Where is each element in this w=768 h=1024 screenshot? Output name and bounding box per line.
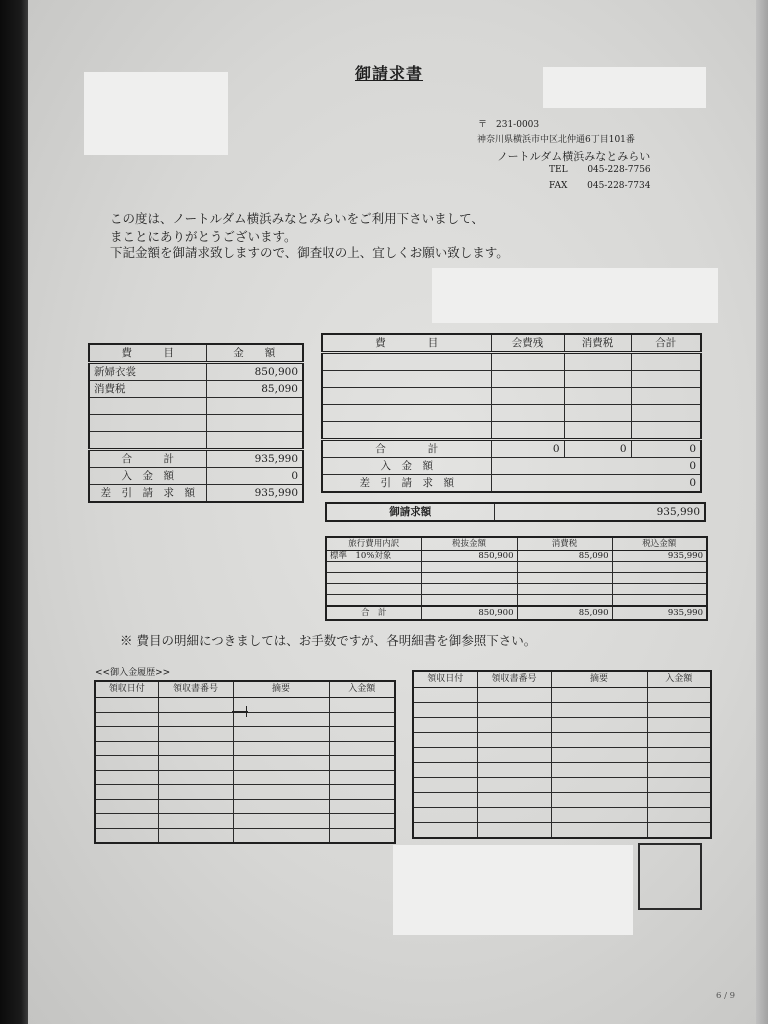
sender-postal-code: 〒 231-0003 (478, 120, 540, 130)
sender-tel (549, 165, 651, 176)
table-row (95, 799, 395, 814)
total-tax: 0 (564, 440, 631, 458)
tel-number: 045-228-7756 (587, 165, 651, 175)
seal-box (638, 843, 702, 910)
table-row (89, 398, 303, 415)
column-header-amount: 金 額 (206, 344, 303, 363)
table-row (89, 415, 303, 432)
invoice-amount-row (326, 503, 705, 521)
table-header-row (322, 334, 701, 353)
table-row (322, 405, 701, 422)
table-header-row (95, 681, 395, 698)
column-header-description: 摘要 (233, 681, 329, 698)
empty-cell (206, 432, 303, 450)
tel-label: TEL (549, 165, 568, 175)
column-header-receipt-date: 領収日付 (413, 671, 477, 688)
table-row (322, 353, 701, 371)
column-header-pre-tax: 税抜金額 (421, 537, 517, 551)
sender-address: 神奈川県横浜市中区北仲通6丁目101番 (477, 135, 635, 145)
paid-label: 入 金 額 (89, 468, 206, 485)
redaction-box (393, 845, 633, 935)
total-remaining: 0 (491, 440, 564, 458)
table-row (326, 573, 707, 584)
payment-history-table-left (94, 680, 396, 844)
column-header-item: 費 目 (89, 344, 206, 363)
table-row (95, 828, 395, 843)
invoice-amount-box (325, 502, 706, 522)
table-row (322, 388, 701, 405)
balance-amount: 935,990 (206, 485, 303, 503)
paid-amount: 0 (206, 468, 303, 485)
total-with-tax: 935,990 (612, 606, 707, 620)
table-row (413, 808, 711, 823)
total-pre-tax: 850,900 (421, 606, 517, 620)
redaction-box (84, 72, 228, 155)
total-label: 合 計 (322, 440, 491, 458)
stray-pen-mark (246, 706, 247, 717)
paid-amount: 0 (491, 458, 701, 475)
table-row (95, 785, 395, 800)
column-header-tax: 消費税 (564, 334, 631, 353)
photo-dark-edge-left (0, 0, 28, 1024)
table-row (413, 703, 711, 718)
table-row (326, 562, 707, 573)
total-row (322, 440, 701, 458)
column-header-tax: 消費税 (517, 537, 612, 551)
table-row (326, 595, 707, 607)
table-header-row (89, 344, 303, 363)
empty-cell (89, 398, 206, 415)
document-title: 御請求書 (355, 64, 424, 83)
column-header-remaining: 会費残 (491, 334, 564, 353)
balance-row (322, 475, 701, 493)
pre-tax-amount: 850,900 (421, 551, 517, 562)
redaction-box (543, 67, 706, 108)
sender-fax (549, 181, 650, 192)
table-row (95, 712, 395, 727)
balance-row (89, 485, 303, 503)
empty-cell (89, 432, 206, 450)
greeting-line: この度は、ノートルダム横浜みなとみらいをご利用下さいまして、 (110, 211, 484, 226)
total-label: 合 計 (326, 606, 421, 620)
table-row (95, 741, 395, 756)
table-row (89, 381, 303, 398)
table-row (413, 778, 711, 793)
column-header-total: 合計 (631, 334, 701, 353)
fax-number: 045-228-7734 (587, 181, 651, 191)
paid-row (89, 468, 303, 485)
balance-label: 差 引 請 求 額 (89, 485, 206, 503)
greeting-line: まことにありがとうございます。 (110, 229, 297, 244)
detail-note: ※ 費目の明細につきましては、お手数ですが、各明細書を御参照下さい。 (120, 633, 537, 648)
table-row (326, 551, 707, 562)
tax-category: 標準 10%対象 (326, 551, 421, 562)
table-row (95, 698, 395, 713)
table-row (95, 770, 395, 785)
invoice-amount-value: 935,990 (494, 503, 705, 521)
table-row (413, 733, 711, 748)
column-header-description: 摘要 (551, 671, 647, 688)
with-tax-amount: 935,990 (612, 551, 707, 562)
table-row (326, 584, 707, 595)
table-header-row (413, 671, 711, 688)
sender-name: ノートルダム横浜みなとみらい (497, 150, 651, 163)
empty-cell (206, 415, 303, 432)
greeting-line: 下記金額を御請求致しますので、御査収の上、宜しくお願い致します。 (110, 245, 509, 260)
table-row (413, 718, 711, 733)
empty-cell (89, 415, 206, 432)
balance-amount: 0 (491, 475, 701, 493)
payment-history-table-right (412, 670, 712, 839)
item-label: 新婦衣裳 (89, 363, 206, 381)
invoice-amount-label: 御請求額 (326, 503, 494, 521)
tax-breakdown-table (325, 536, 708, 621)
table-row (95, 814, 395, 829)
table-row (413, 748, 711, 763)
table-row (89, 363, 303, 381)
item-label: 消費税 (89, 381, 206, 398)
table-header-row (326, 537, 707, 551)
fax-label: FAX (549, 181, 568, 191)
table-row (413, 763, 711, 778)
payment-history-title: <<御入金履歴>> (95, 668, 171, 678)
table-row (95, 756, 395, 771)
table-row (413, 823, 711, 839)
page-number: 6 / 9 (716, 991, 736, 1001)
table-row (95, 727, 395, 742)
paid-label: 入 金 額 (322, 458, 491, 475)
paid-row (322, 458, 701, 475)
table-row (413, 793, 711, 808)
total-amount: 935,990 (206, 450, 303, 468)
summary-table-right (321, 333, 702, 493)
table-row (322, 422, 701, 440)
total-sum: 0 (631, 440, 701, 458)
column-header-with-tax: 税込金額 (612, 537, 707, 551)
summary-table-left (88, 343, 304, 503)
tax-amount: 85,090 (517, 551, 612, 562)
item-amount: 85,090 (206, 381, 303, 398)
column-header-payment-amount: 入金額 (647, 671, 711, 688)
photo-edge-right (756, 0, 768, 1024)
table-row (89, 432, 303, 450)
column-header-item: 費 目 (322, 334, 491, 353)
table-row (413, 688, 711, 703)
table-row (322, 371, 701, 388)
redaction-box (432, 268, 718, 323)
item-amount: 850,900 (206, 363, 303, 381)
column-header-payment-amount: 入金額 (329, 681, 395, 698)
empty-cell (206, 398, 303, 415)
total-label: 合 計 (89, 450, 206, 468)
total-row (326, 606, 707, 620)
column-header-receipt-date: 領収日付 (95, 681, 158, 698)
total-row (89, 450, 303, 468)
balance-label: 差 引 請 求 額 (322, 475, 491, 493)
total-tax: 85,090 (517, 606, 612, 620)
column-header-receipt-number: 領収書番号 (477, 671, 551, 688)
column-header-receipt-number: 領収書番号 (158, 681, 233, 698)
column-header-breakdown: 旅行費用内訳 (326, 537, 421, 551)
